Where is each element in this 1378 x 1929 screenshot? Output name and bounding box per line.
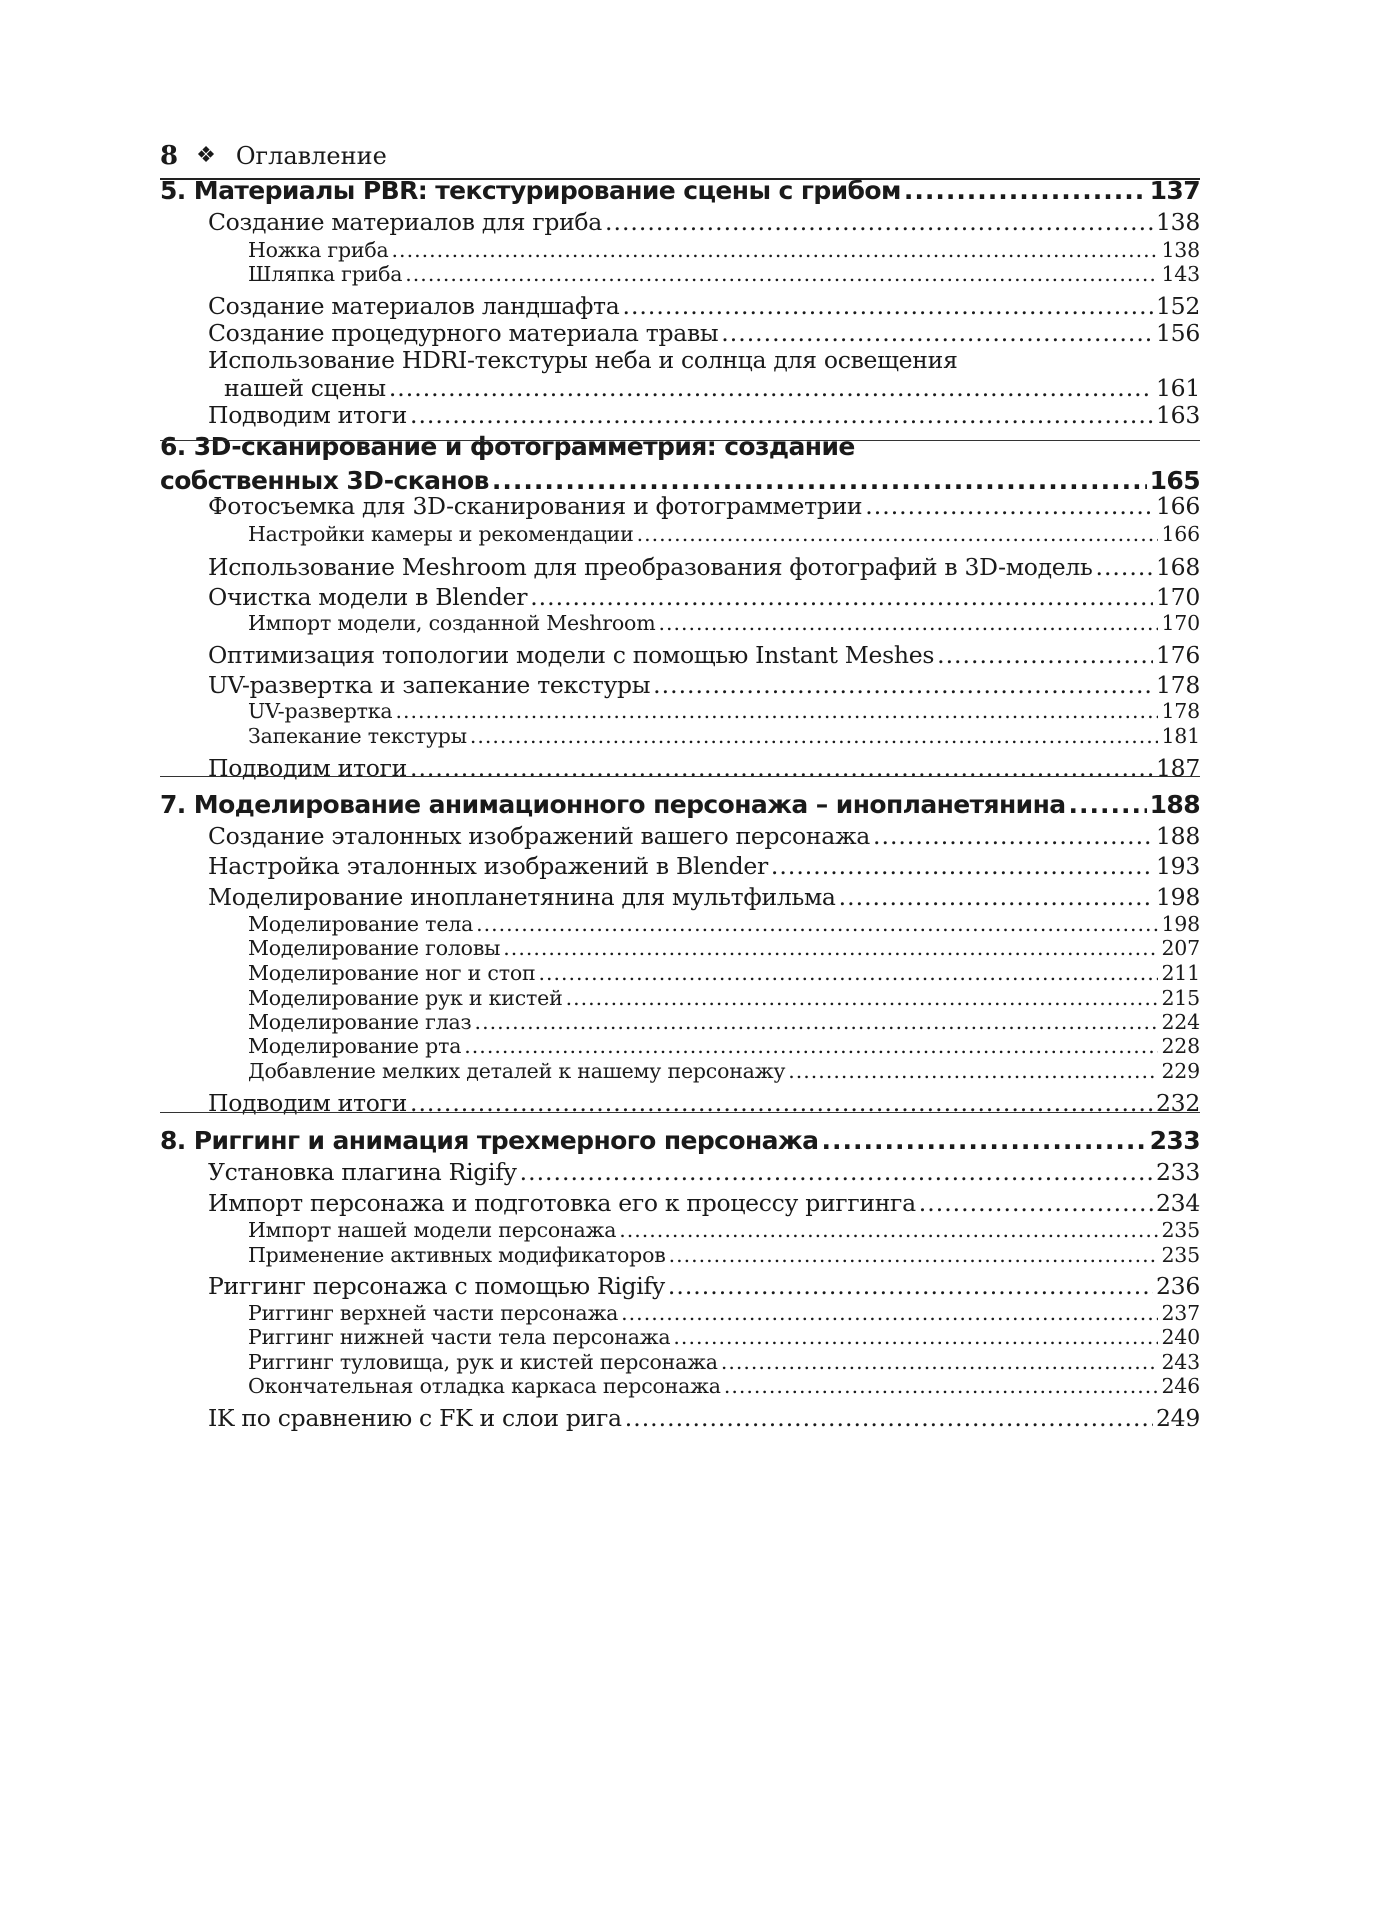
toc-entry-title: Настройки камеры и рекомендации [248,522,634,546]
toc-entry[interactable] [248,1059,1200,1083]
toc-entry[interactable] [160,1126,1200,1155]
toc-entry-title: IK по сравнению с FK и слои рига [208,1404,622,1432]
toc-entry-page: 166 [1161,522,1200,546]
dot-leader [405,262,1158,286]
toc-entry-title: Риггинг нижней части тела персонажа [248,1325,671,1349]
toc-entry-page: 237 [1161,1301,1200,1325]
toc-entry[interactable] [208,292,1200,320]
toc-entry[interactable] [160,176,1200,205]
toc-entry-page: 215 [1161,986,1200,1010]
dot-leader [566,986,1159,1010]
dot-leader [503,936,1158,960]
toc-entry-page: 198 [1156,883,1200,911]
toc-entry-title: Моделирование глаз [248,1010,472,1034]
toc-entry-page: 170 [1156,583,1200,611]
toc-entry-page: 249 [1156,1404,1200,1432]
toc-entry[interactable] [208,1189,1200,1217]
dot-leader [530,583,1153,611]
toc-entry[interactable] [248,1301,1200,1325]
dot-leader [904,176,1147,205]
toc-entry-title: Моделирование инопланетянина для мультфильма [208,883,836,911]
dot-leader [538,961,1158,985]
toc-entry[interactable] [248,1325,1200,1349]
toc-entry-page: 229 [1161,1059,1200,1083]
dot-leader [621,1301,1158,1325]
toc-entry[interactable] [208,208,1200,236]
dot-leader [475,1010,1159,1034]
toc-entry[interactable] [248,912,1200,936]
toc-entry-page: 165 [1149,466,1200,495]
toc-entry-page: 170 [1161,611,1200,635]
toc-entry-title: Подводим итоги [208,754,407,782]
dot-leader [622,292,1153,320]
toc-entry-page: 234 [1156,1189,1200,1217]
toc-entry-title-line1: 6. 3D-сканирование и фотограмметрия: создание [160,432,855,461]
toc-entry-page: 246 [1161,1374,1200,1398]
toc-entry-title: Настройка эталонных изображений в Blender [208,852,768,880]
toc-entry-title: Фотосъемка для 3D-сканирования и фотограмметрии [208,492,863,520]
toc-entry[interactable] [248,262,1200,286]
toc-entry[interactable] [208,319,1200,347]
toc-entry-page: 232 [1156,1089,1200,1117]
dot-leader [1095,553,1153,581]
dot-leader [619,1218,1158,1242]
toc-entry-page: 166 [1156,492,1200,520]
toc-entry-title: Подводим итоги [208,401,407,429]
toc-entry-title: UV-развертка и запекание текстуры [208,671,651,699]
toc-entry-page: 235 [1161,1218,1200,1242]
toc-entry[interactable] [208,641,1200,669]
toc-entry-title: Оптимизация топологии модели с помощью Instant Meshes [208,641,935,669]
dot-leader [625,1404,1153,1432]
dot-leader [821,1126,1146,1155]
toc-entry-page: 235 [1161,1243,1200,1267]
dot-leader [669,1243,1159,1267]
toc-entry[interactable] [208,1404,1200,1432]
toc-entry[interactable] [248,1374,1200,1398]
toc-entry[interactable] [248,1243,1200,1267]
toc-entry[interactable] [208,754,1200,782]
toc-entry-page: 152 [1156,292,1200,320]
toc-entry-page: 240 [1161,1325,1200,1349]
dot-leader [937,641,1153,669]
toc-entry[interactable] [160,466,1200,495]
toc-entry[interactable] [208,1272,1200,1300]
dot-leader [520,1158,1153,1186]
dot-leader [839,883,1153,911]
toc-entry-page: 178 [1161,699,1200,723]
toc-entry-page: 178 [1156,671,1200,699]
toc-entry-page: 198 [1161,912,1200,936]
toc-entry[interactable] [208,822,1200,850]
toc-entry-title: Импорт модели, созданной Meshroom [248,611,656,635]
dot-leader [653,671,1153,699]
toc-entry-title: Очистка модели в Blender [208,583,528,611]
toc-entry[interactable] [208,553,1200,581]
toc-entry-title: Риггинг персонажа с помощью Rigify [208,1272,665,1300]
toc-entry[interactable] [248,1010,1200,1034]
toc-entry-page: 143 [1161,262,1200,286]
running-header [160,142,1200,180]
toc-entry[interactable] [208,583,1200,611]
header-page-number: 8 [160,141,179,171]
dot-leader [410,401,1153,429]
toc-entry-page: 138 [1156,208,1200,236]
chapter-divider [160,440,1200,441]
toc-entry-page: 176 [1156,641,1200,669]
toc-entry-title: Моделирование ног и стоп [248,961,536,985]
header-separator-icon: ❖ [196,143,216,168]
toc-entry-title: Создание материалов для гриба [208,208,602,236]
toc-entry-title: Шляпка гриба [248,262,403,286]
toc-entry-title: собственных 3D-сканов [160,466,489,495]
toc-entry-title: Импорт персонажа и подготовка его к процессу риггинга [208,1189,916,1217]
toc-entry-title: нашей сцены [224,374,386,402]
toc-entry-page: 224 [1161,1010,1200,1034]
dot-leader [658,611,1158,635]
toc-entry[interactable] [208,852,1200,880]
toc-entry-title: Ножка гриба [248,238,389,262]
dot-leader [470,724,1159,748]
toc-entry-page: 137 [1149,176,1200,205]
toc-entry-page: 243 [1161,1350,1200,1374]
toc-entry-title: Риггинг верхней части персонажа [248,1301,619,1325]
toc-entry[interactable] [248,238,1200,262]
toc-entry-page: 211 [1161,961,1200,985]
toc-entry-page: 181 [1161,724,1200,748]
dot-leader [476,912,1158,936]
toc-entry-title: Подводим итоги [208,1089,407,1117]
toc-entry[interactable] [208,401,1200,429]
toc-entry-page: 156 [1156,319,1200,347]
dot-leader [865,492,1153,520]
toc-entry-page: 168 [1156,553,1200,581]
dot-leader [492,466,1147,495]
toc-entry-title: Окончательная отладка каркаса персонажа [248,1374,721,1398]
toc-entry-title: Моделирование тела [248,912,474,936]
toc-entry[interactable] [248,699,1200,723]
dot-leader [1069,790,1147,819]
toc-entry[interactable] [248,1350,1200,1374]
header-title: Оглавление [235,142,387,170]
toc-entry-page: 138 [1161,238,1200,262]
toc-entry[interactable] [248,611,1200,635]
toc-entry[interactable] [248,1218,1200,1242]
toc-entry-title: Использование Meshroom для преобразования фотографий в 3D-модель [208,553,1093,581]
dot-leader [919,1189,1153,1217]
toc-entry-title: Моделирование головы [248,936,501,960]
toc-entry[interactable] [248,1034,1200,1058]
toc-entry[interactable] [248,522,1200,546]
toc-entry-page: 163 [1156,401,1200,429]
toc-entry-page: 188 [1156,822,1200,850]
toc-entry-title: Риггинг туловища, рук и кистей персонажа [248,1350,718,1374]
toc-entry[interactable] [248,961,1200,985]
toc-entry-title: Запекание текстуры [248,724,467,748]
dot-leader [721,1350,1159,1374]
dot-leader [724,1374,1159,1398]
dot-leader [395,699,1158,723]
toc-entry-title: Установка плагина Rigify [208,1158,517,1186]
dot-leader [389,374,1153,402]
toc-entry[interactable] [160,790,1200,819]
toc-entry[interactable] [208,492,1200,520]
toc-entry-title: 7. Моделирование анимационного персонажа – инопланетянина [160,790,1066,819]
toc-entry-title: UV-развертка [248,699,393,723]
toc-entry[interactable] [248,936,1200,960]
dot-leader [637,522,1159,546]
dot-leader [673,1325,1158,1349]
dot-leader [410,754,1153,782]
toc-entry-title-line1: Использование HDRI-текстуры неба и солнца для освещения [208,346,958,374]
toc-entry-page: 188 [1149,790,1200,819]
dot-leader [668,1272,1153,1300]
toc-entry-title: Моделирование рук и кистей [248,986,563,1010]
toc-entry-title: Создание эталонных изображений вашего персонажа [208,822,870,850]
toc-entry-page: 193 [1156,852,1200,880]
toc-entry[interactable] [208,1158,1200,1186]
dot-leader [788,1059,1158,1083]
toc-entry-page: 187 [1156,754,1200,782]
dot-leader [605,208,1153,236]
toc-entry-title: Создание процедурного материала травы [208,319,719,347]
toc-entry-title: Импорт нашей модели персонажа [248,1218,617,1242]
chapter-divider [160,776,1200,777]
toc-entry-title: Добавление мелких деталей к нашему персонажу [248,1059,786,1083]
toc-entry-title: Создание материалов ландшафта [208,292,620,320]
dot-leader [464,1034,1158,1058]
toc-entry[interactable] [208,883,1200,911]
toc-entry[interactable] [208,374,1200,402]
chapter-divider [160,1112,1200,1113]
dot-leader [721,319,1153,347]
toc-entry[interactable] [248,724,1200,748]
dot-leader [873,822,1153,850]
toc-entry[interactable] [208,671,1200,699]
toc-entry-title: 5. Материалы PBR: текстурирование сцены с грибом [160,176,901,205]
toc-entry-page: 233 [1156,1158,1200,1186]
toc-entry-page: 161 [1156,374,1200,402]
dot-leader [771,852,1153,880]
toc-entry-title: Моделирование рта [248,1034,462,1058]
dot-leader [392,238,1159,262]
toc-entry-title: 8. Риггинг и анимация трехмерного персонажа [160,1126,819,1155]
toc-entry[interactable] [248,986,1200,1010]
toc-entry-title: Применение активных модификаторов [248,1243,666,1267]
toc-entry-page: 233 [1149,1126,1200,1155]
toc-entry-page: 236 [1156,1272,1200,1300]
toc-entry-page: 207 [1161,936,1200,960]
toc-entry-page: 228 [1161,1034,1200,1058]
